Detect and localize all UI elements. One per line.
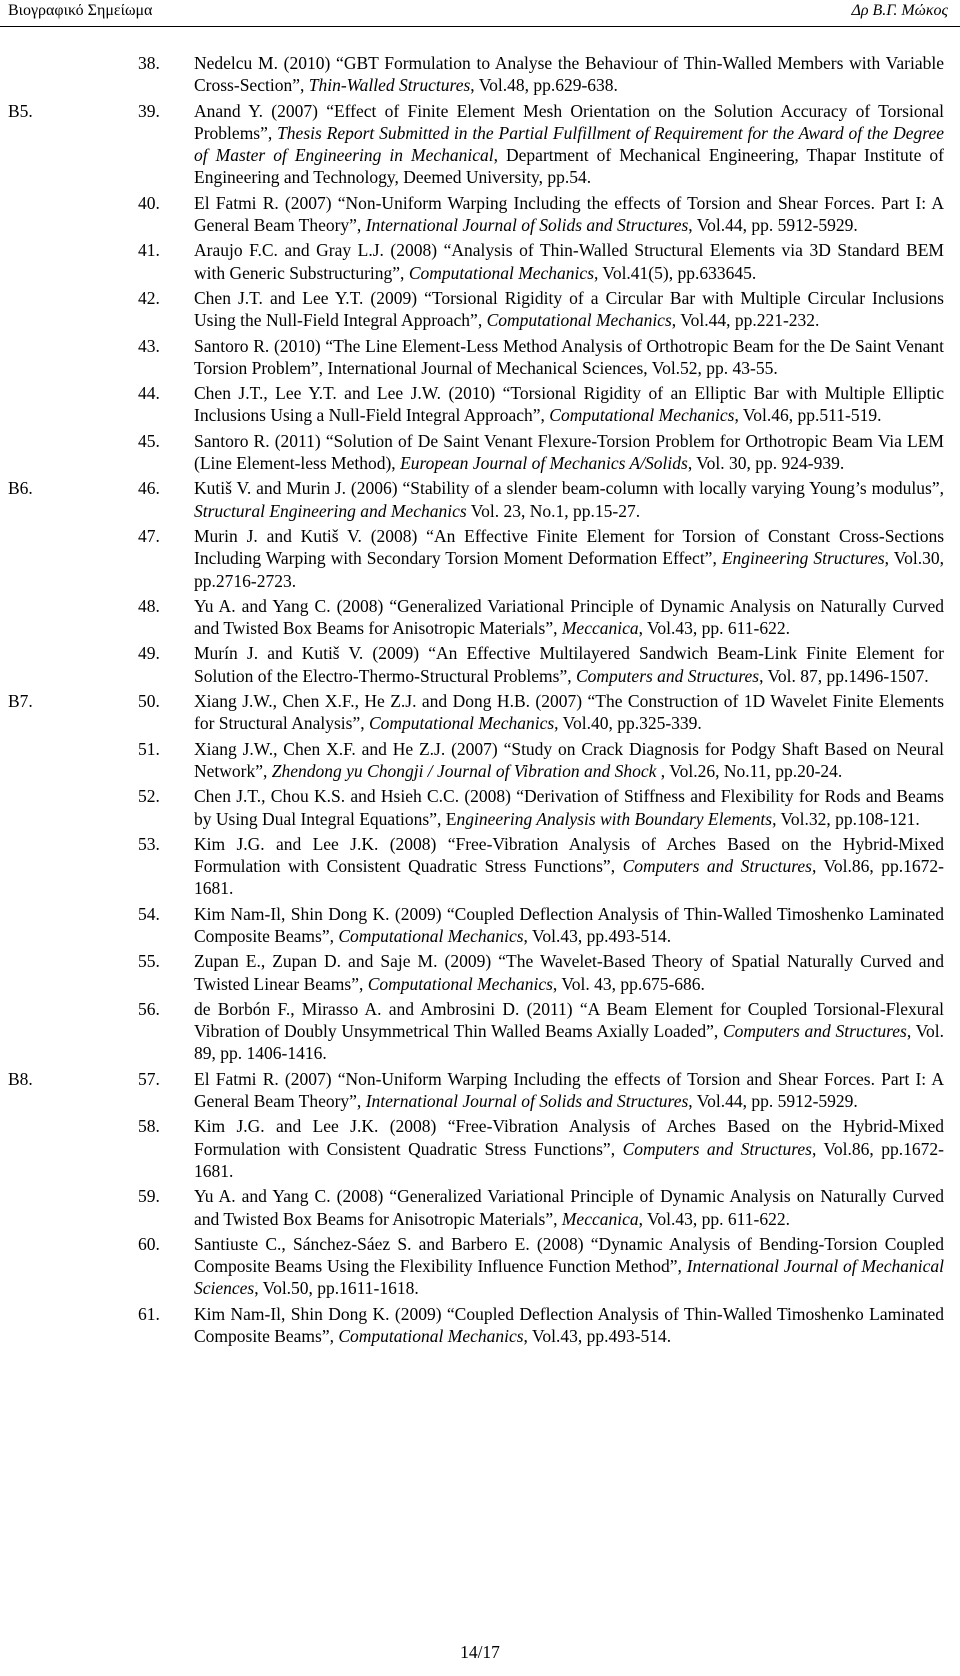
reference-text [194,525,944,592]
reference-text-part: Chen J.T., Chou K.S. and Hsieh C.C. (2008) “Derivation of Stiffness and Flexibility for Rods and Beams by Using Dual Integral Equations”, E [194,786,944,829]
reference-text-part: , Vol.41(5), pp.633645. [594,262,757,283]
reference-text [194,430,944,475]
reference-source-title: International Journal of Solids and Structures [365,1091,689,1112]
reference-entry [0,100,960,189]
reference-text-part: , Vol.43, pp.493-514. [523,925,672,946]
reference-entry [0,382,960,427]
reference-text-part: Santiuste C., Sánchez-Sáez S. and Barbero E. (2008) “Dynamic Analysis of Bending-Torsion Coupled Composite Beams Using the Flexibility Influence Function Method”, [194,1233,944,1277]
reference-number: 46. [138,478,160,499]
reference-source-title: Meccanica [561,618,639,639]
reference-source-title: Computers and Structures [722,1021,907,1042]
reference-source-title: ngineering Analysis with Boundary Elements [456,808,773,829]
reference-text-part: Kim Nam-Il, Shin Dong K. (2009) “Coupled Deflection Analysis of Thin-Walled Timoshenko Laminated Composite Beams”, [194,903,944,946]
reference-text-part: Santoro R. (2011) “Solution of De Saint Venant Flexure-Torsion Problem for Orthotropic Beam Via LEM (Line Element-less Method), [194,430,944,474]
reference-number: 61. [138,1303,160,1324]
reference-source-title: European Journal of Mechanics A/Solids [400,453,688,474]
reference-text [194,595,944,640]
reference-text [194,1185,944,1230]
reference-entry [0,1303,960,1348]
reference-source-title: Computers and Structures [576,665,760,686]
reference-number: 53. [138,833,160,854]
reference-entry [0,690,960,735]
reference-text-part: , Vol.30, pp.2716-2723. [194,548,944,591]
reference-entry [0,998,960,1065]
reference-text-part: Murín J. and Kutiš V. (2009) “An Effective Multilayered Sandwich Beam-Link Finite Element for Solution of the Electro-Thermo-Structural Problems”, [194,643,944,686]
reference-text-part: , Vol.26, No.11, pp.20-24. [656,760,843,781]
reference-entry [0,785,960,830]
reference-number: 48. [138,595,160,616]
reference-text-part: Yu A. and Yang C. (2008) “Generalized Variational Principle of Dynamic Analysis on Naturally Curved and Twisted Box Beams for Anisotropic Materials”, [194,595,944,639]
section-label: B7. [8,691,33,712]
reference-source-title: Meccanica [561,1208,639,1229]
reference-number: 50. [138,691,160,712]
reference-source-title: Zhendong yu Chongji / Journal of Vibration and Shock [271,760,657,781]
reference-source-title: Computers and Structures [622,1138,812,1159]
section-label: B6. [8,478,33,499]
page-header [0,0,960,27]
reference-number: 39. [138,100,160,121]
reference-text [194,690,944,735]
reference-text-part: , Vol.43, pp. 611-622. [638,1208,790,1229]
reference-text-part: , Vol. 30, pp. 924-939. [687,453,845,474]
section-label: B5. [8,100,33,121]
reference-number: 51. [138,738,160,759]
reference-text-part: Vol. 23, No.1, pp.15-27. [466,500,641,521]
reference-text-part: , Vol.43, pp. 611-622. [638,618,790,639]
reference-source-title: Computational Mechanics [338,1326,524,1347]
reference-text [194,998,944,1065]
section-label: B8. [8,1068,33,1089]
reference-entry [0,1233,960,1300]
reference-text-part: , Vol.44, pp. 5912-5929. [688,1091,858,1112]
reference-entry [0,239,960,284]
reference-source-title: Computational Mechanics [549,405,735,426]
reference-text-part: , Vol.48, pp.629-638. [470,75,618,96]
reference-text-part: , Vol.44, pp. 5912-5929. [688,215,858,236]
reference-source-title: Engineering Structures [721,548,885,569]
reference-text-part: , Vol.32, pp.108-121. [772,808,920,829]
reference-number: 43. [138,335,160,356]
reference-number: 55. [138,951,160,972]
reference-text-part: , Vol. 89, pp. 1406-1416. [194,1021,944,1064]
reference-number: 56. [138,998,160,1019]
reference-text-part: Yu A. and Yang C. (2008) “Generalized Variational Principle of Dynamic Analysis on Naturally Curved and Twisted Box Beams for Anisotropic Materials”, [194,1186,944,1229]
reference-text [194,833,944,900]
reference-text-part: Chen J.T. and Lee Y.T. (2009) “Torsional Rigidity of a Circular Bar with Multiple Circular Inclusions Using the Null-Field Integral Approach”, [194,287,944,331]
page-number: 14/17 [460,1642,500,1662]
reference-entry [0,1068,960,1113]
reference-text-part: , Vol.46, pp.511-519. [734,405,882,426]
reference-number: 57. [138,1068,160,1089]
reference-source-title: Thin-Walled Structures [308,75,471,96]
reference-source-title: Computational Mechanics [486,310,672,331]
reference-entry [0,525,960,592]
reference-entry [0,430,960,475]
reference-source-title: Computational Mechanics [408,262,594,283]
reference-entry [0,192,960,237]
reference-text-part: Kim J.G. and Lee J.K. (2008) “Free-Vibration Analysis of Arches Based on the Hybrid-Mixed Formulation with Consistent Quadratic Stress Functions”, [194,1116,944,1159]
reference-source-title: Computational Mechanics [368,713,555,734]
reference-text [194,738,944,783]
reference-text [194,950,944,995]
reference-source-title: Computational Mechanics [367,973,553,994]
reference-entry [0,477,960,522]
reference-number: 58. [138,1116,160,1137]
reference-text-part: Kim Nam-Il, Shin Dong K. (2009) “Coupled Deflection Analysis of Thin-Walled Timoshenko Laminated Composite Beams”, [194,1303,944,1347]
reference-number: 54. [138,903,160,924]
reference-source-title: Thesis Report Submitted in the Partial Fulfillment of Requirement for the Award of the Degree of Master of Engineering in Mechanical [194,122,944,166]
reference-text [194,642,944,687]
reference-number: 59. [138,1186,160,1207]
reference-text-part: , Vol.43, pp.493-514. [523,1326,672,1347]
reference-entry [0,950,960,995]
reference-number: 41. [138,240,160,261]
reference-number: 38. [138,53,160,73]
reference-text-part: , Vol.44, pp.221-232. [671,310,820,331]
reference-text-part: Anand Y. (2007) “Effect of Finite Element Mesh Orientation on the Solution Accuracy of Torsional Problems”, [194,100,944,143]
reference-entry [0,335,960,380]
reference-text [194,100,944,189]
reference-text [194,1303,944,1348]
reference-text [194,903,944,948]
reference-text-part: , Vol.50, pp.1611-1618. [254,1278,419,1299]
reference-entry [0,642,960,687]
reference-source-title: Computers and Structures [622,856,812,877]
reference-text [194,52,944,97]
reference-entry [0,1185,960,1230]
reference-entry [0,287,960,332]
reference-entry [0,595,960,640]
reference-text [194,1233,944,1300]
header-title: Βιογραφικό Σημείωμα [8,2,153,19]
reference-source-title: International Journal of Mechanical Sciences [194,1256,945,1299]
reference-text [194,287,944,332]
reference-number: 52. [138,786,160,807]
reference-text-part: , Vol. 43, pp.675-686. [552,973,705,994]
reference-text-part: Kim J.G. and Lee J.K. (2008) “Free-Vibration Analysis of Arches Based on the Hybrid-Mixed Formulation with Consistent Quadratic Stress Functions”, [194,833,944,877]
reference-text-part: Chen J.T., Lee Y.T. and Lee J.W. (2010) “Torsional Rigidity of an Elliptic Bar with Multiple Elliptic Inclusions Using a Null-Field Integral Approach”, [194,383,944,426]
reference-list [0,52,960,1350]
reference-text-part: El Fatmi R. (2007) “Non-Uniform Warping Including the effects of Torsion and Shear Forces. Part I: A General Beam Theory”, [194,192,944,236]
reference-text-part: Zupan E., Zupan D. and Saje M. (2009) “The Wavelet-Based Theory of Spatial Naturally Curved and Twisted Linear Beams”, [194,951,944,994]
reference-number: 60. [138,1233,160,1254]
reference-text-part: Kutiš V. and Murin J. (2006) “Stability of a slender beam-column with locally varying Young’s modulus”, [194,478,944,499]
reference-text [194,1068,944,1113]
header-author: Δρ Β.Γ. Μώκος [851,2,948,19]
reference-text-part: , Vol. 87, pp.1496-1507. [759,665,929,686]
reference-text-part: Nedelcu M. (2010) “GBT Formulation to Analyse the Behaviour of Thin-Walled Members with Variable Cross-Section”, [194,53,944,96]
reference-text-part: , Vol.86, pp.1672-1681. [194,856,944,899]
reference-entry [0,1115,960,1182]
reference-text-part: Xiang J.W., Chen X.F., He Z.J. and Dong H.B. (2007) “The Construction of 1D Wavelet Finite Elements for Structural Analysis”, [194,691,944,734]
reference-entry [0,903,960,948]
reference-text-part: Santoro R. (2010) “The Line Element-Less Method Analysis of Orthotropic Beam for the De Saint Venant Torsion Problem”, International Journal of Mechanical Sciences, Vol.52, pp. 43-55. [194,335,944,378]
reference-number: 45. [138,430,160,451]
reference-text-part: Xiang J.W., Chen X.F. and He Z.J. (2007) “Study on Crack Diagnosis for Podgy Shaft Based on Neural Network”, [194,738,944,781]
reference-text [194,335,944,380]
reference-text-part: Murin J. and Kutiš V. (2008) “An Effective Finite Element for Torsion of Constant Cross-Sections Including Warping with Secondary Torsion Moment Deformation Effect”, [194,525,944,569]
reference-text-part: El Fatmi R. (2007) “Non-Uniform Warping Including the effects of Torsion and Shear Forces. Part I: A General Beam Theory”, [194,1068,944,1112]
reference-text-part: , Department of Mechanical Engineering, Thapar Institute of Engineering and Technology, Deemed University, pp.54. [194,145,944,188]
reference-number: 47. [138,525,160,546]
reference-text-part: de Borbón F., Mirasso A. and Ambrosini D. (2011) “A Beam Element for Coupled Torsional-Flexural Vibration of Doubly Unsymmetrical Thin Walled Beams Axially Loaded”, [194,998,944,1042]
reference-number: 49. [138,643,160,664]
reference-entry [0,738,960,783]
reference-text [194,239,944,284]
reference-text-part: Araujo F.C. and Gray L.J. (2008) “Analysis of Thin-Walled Structural Elements via 3D Standard BEM with Generic Substructuring”, [194,240,944,283]
reference-text [194,477,944,522]
reference-number: 40. [138,192,160,213]
reference-text [194,1115,944,1182]
reference-entry [0,52,960,97]
reference-text [194,192,944,237]
reference-number: 42. [138,287,160,308]
reference-source-title: Structural Engineering and Mechanics [194,500,467,521]
reference-entry [0,833,960,900]
reference-number: 44. [138,383,160,404]
reference-source-title: Computational Mechanics [338,925,524,946]
reference-text [194,382,944,427]
reference-text-part: , Vol.86, pp.1672-1681. [194,1138,944,1181]
reference-text [194,785,944,830]
reference-source-title: International Journal of Solids and Structures [365,215,689,236]
reference-text-part: , Vol.40, pp.325-339. [554,713,702,734]
